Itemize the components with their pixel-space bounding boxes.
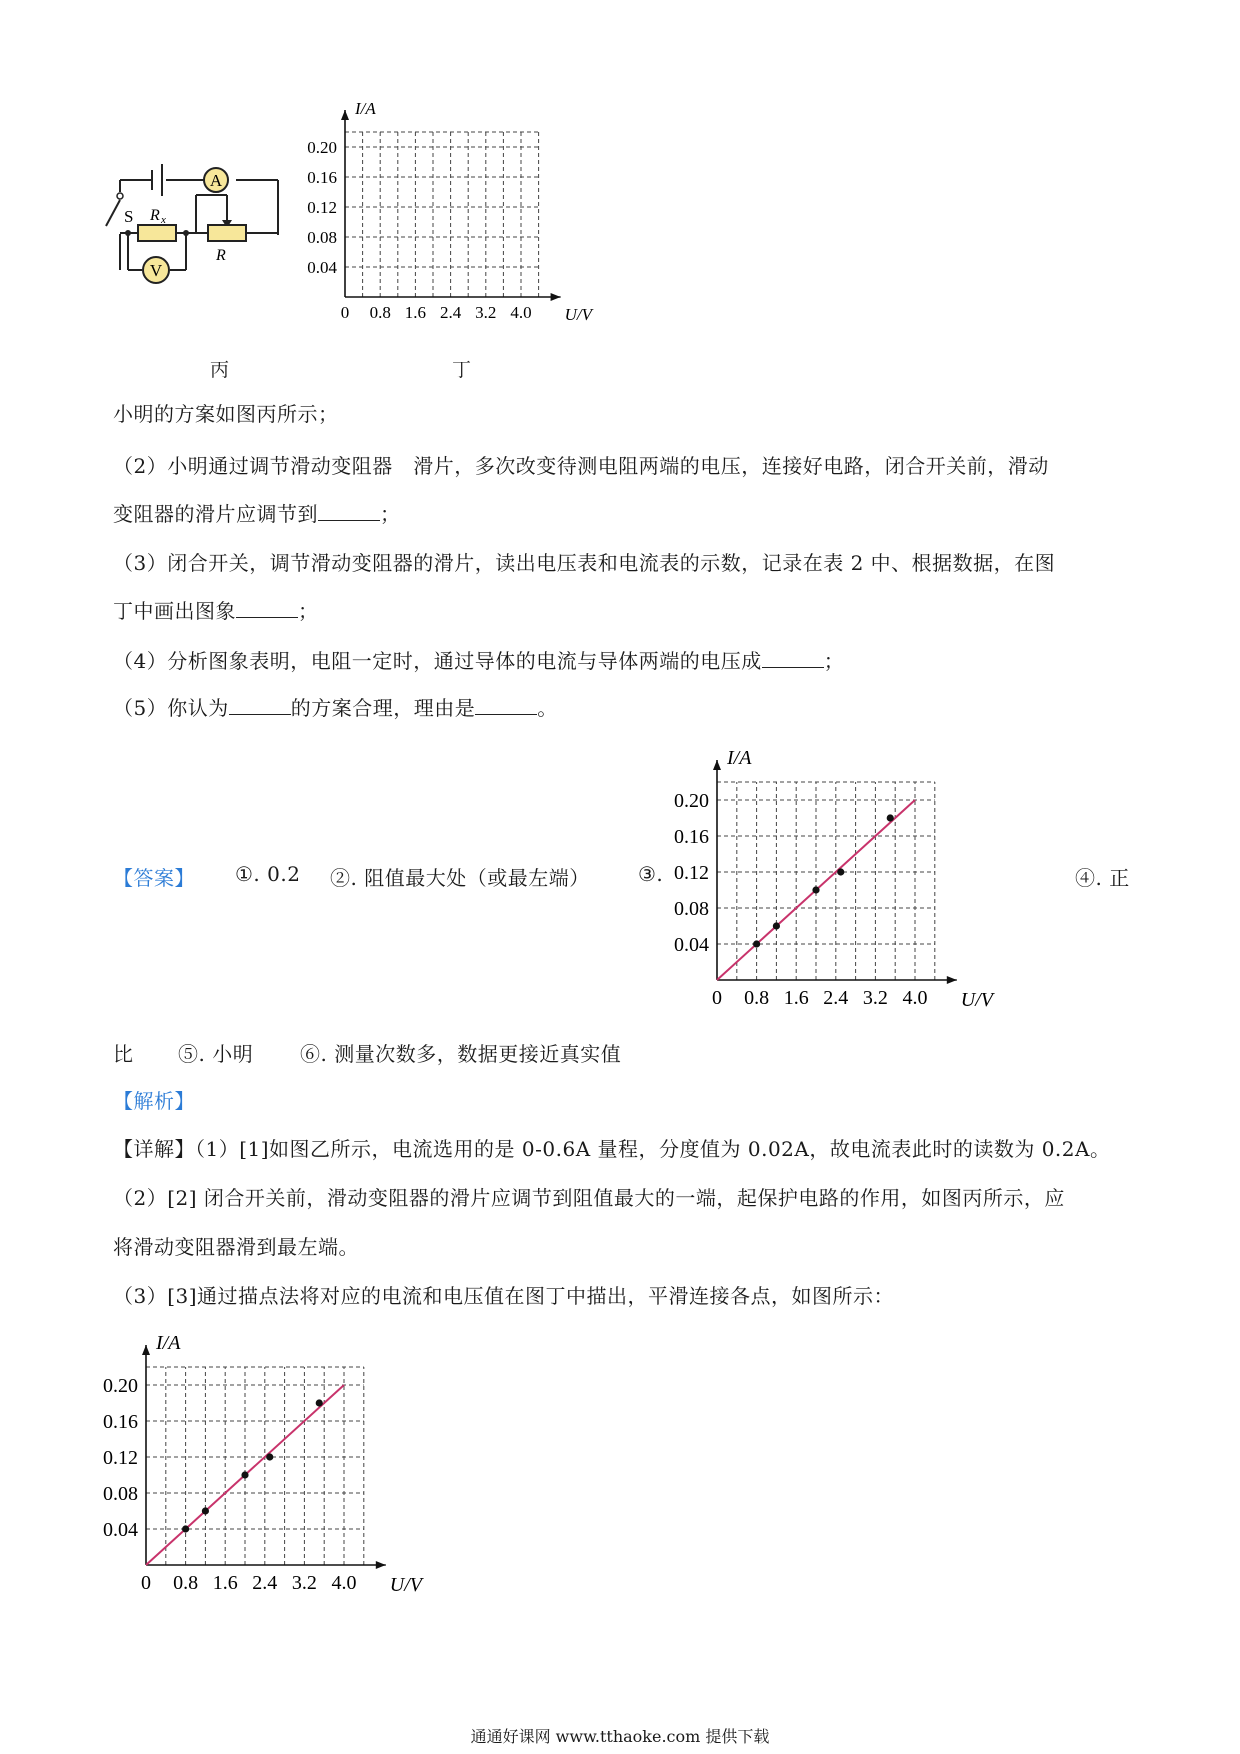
x-tick-label: 0	[340, 303, 350, 322]
y-tick-label: 0.20	[674, 790, 709, 812]
y-axis-label: I/A	[727, 747, 752, 769]
y-tick-label: 0.04	[103, 1519, 138, 1541]
x-tick-label: 4.0	[510, 303, 532, 322]
rx-label: R	[150, 207, 160, 224]
text-line-3b: ；	[380, 502, 401, 526]
x-tick-label: 2.4	[823, 987, 849, 1009]
y-tick-label: 0.12	[674, 862, 709, 884]
text-line-7c: 。	[537, 696, 558, 720]
text-line-6	[113, 645, 844, 674]
text-line-7b: 的方案合理，理由是	[290, 696, 476, 720]
x-tick-label: 0	[712, 987, 722, 1009]
data-point	[837, 868, 844, 875]
answer-2: ②. 阻值最大处（或最左端）	[330, 866, 590, 890]
answer-4-cont: 比	[113, 1042, 134, 1066]
caption-bing: 丙	[210, 359, 230, 381]
blank-2	[236, 597, 298, 618]
y-axis-arrow	[142, 1345, 150, 1355]
grid	[345, 132, 539, 297]
x-tick-label: 2.4	[252, 1572, 278, 1594]
y-tick-label: 0.16	[307, 167, 337, 187]
x-tick-label: 1.6	[783, 987, 809, 1009]
detail-line-1: 【详解】（1）[1]如图乙所示，电流选用的是 0-0.6A 量程，分度值为 0.02A，故电流表此时的读数为 0.2A。	[113, 1137, 1111, 1161]
data-point	[202, 1507, 209, 1514]
answer-3: ③.	[638, 862, 664, 886]
answer-label: 【答案】	[113, 866, 195, 890]
y-tick-label: 0.04	[674, 934, 709, 956]
ammeter-label: A	[209, 171, 223, 190]
x-tick-label: 3.2	[291, 1572, 317, 1594]
y-axis-label: I/A	[156, 1332, 181, 1354]
text-line-4: （3）闭合开关，调节滑动变阻器的滑片，读出电压表和电流表的示数，记录在表 2 中、根据数据，在图	[113, 551, 1056, 575]
data-point	[773, 922, 780, 929]
data-point	[887, 814, 894, 821]
answer-6: ⑥. 测量次数多，数据更接近真实值	[300, 1042, 622, 1066]
x-axis-arrow	[947, 976, 957, 984]
x-axis-label: U/V	[564, 305, 592, 324]
x-tick-label: 1.6	[404, 303, 427, 322]
caption-ding: 丁	[452, 359, 472, 381]
graph-ding-empty	[300, 95, 600, 350]
text-line-3	[113, 498, 401, 527]
text-line-5b: ；	[298, 599, 319, 623]
y-tick-label: 0.12	[307, 197, 337, 217]
switch-label: S	[124, 207, 134, 226]
text-line-6a: （4）分析图象表明，电阻一定时，通过导体的电流与导体两端的电压成	[113, 649, 762, 673]
data-point	[241, 1471, 248, 1478]
y-tick-label: 0.16	[674, 826, 709, 848]
blank-5	[475, 694, 537, 715]
y-axis-label: I/A	[355, 99, 376, 118]
data-point	[266, 1453, 273, 1460]
rx-subscript: x	[161, 214, 166, 226]
text-line-7a: （5）你认为	[113, 696, 229, 720]
x-tick-label: 0	[141, 1572, 151, 1594]
x-tick-label: 0.8	[173, 1572, 199, 1594]
y-axis-arrow	[713, 760, 721, 770]
detail-line-3: 将滑动变阻器滑到最左端。	[113, 1235, 359, 1259]
circuit-diagram	[100, 140, 300, 330]
graph-answer	[655, 725, 1015, 1025]
x-tick-label: 0.8	[369, 303, 391, 322]
blank-3	[762, 647, 824, 668]
answer-5: ⑤. 小明	[178, 1042, 254, 1066]
page-footer: 通通好课网 www.tthaoke.com 提供下载	[470, 1727, 770, 1746]
text-line-2: （2）小明通过调节滑动变阻器 滑片，多次改变待测电阻两端的电压，连接好电路，闭合开关前，滑动	[113, 454, 1049, 478]
text-line-3a: 变阻器的滑片应调节到	[113, 502, 318, 526]
x-axis-label: U/V	[960, 989, 994, 1011]
y-tick-label: 0.04	[307, 257, 337, 277]
text-line-7	[113, 692, 558, 721]
x-tick-label: 4.0	[331, 1572, 357, 1594]
data-point	[753, 940, 760, 947]
data-point	[316, 1399, 323, 1406]
y-tick-label: 0.08	[674, 898, 709, 920]
text-line-5a: 丁中画出图象	[113, 599, 236, 623]
x-tick-label: 4.0	[902, 987, 928, 1009]
answer-4: ④. 正	[1075, 866, 1130, 890]
data-point	[182, 1525, 189, 1532]
rheostat-label: R	[216, 247, 226, 264]
x-tick-label: 1.6	[212, 1572, 238, 1594]
analysis-label: 【解析】	[113, 1089, 195, 1113]
voltmeter-label: V	[149, 261, 163, 280]
x-axis-arrow	[376, 1561, 386, 1569]
blank-4	[229, 694, 291, 715]
y-tick-label: 0.20	[103, 1375, 138, 1397]
y-tick-label: 0.12	[103, 1447, 138, 1469]
detail-line-2: （2）[2] 闭合开关前，滑动变阻器的滑片应调节到阻值最大的一端，起保护电路的作用，如图丙所示，应	[113, 1186, 1065, 1210]
text-line-1: 小明的方案如图丙所示；	[113, 402, 339, 426]
text-line-5	[113, 595, 319, 624]
blank-1	[318, 500, 380, 521]
graph-analysis	[100, 1310, 460, 1610]
x-tick-label: 0.8	[744, 987, 770, 1009]
x-tick-label: 3.2	[475, 303, 497, 322]
y-tick-label: 0.20	[307, 137, 337, 157]
y-tick-label: 0.08	[307, 227, 337, 247]
text-line-6b: ；	[823, 649, 845, 673]
x-axis-label: U/V	[389, 1574, 423, 1596]
answer-1: ①. 0.2	[235, 862, 301, 886]
x-tick-label: 2.4	[439, 303, 462, 322]
data-point	[812, 886, 819, 893]
x-tick-label: 3.2	[862, 987, 888, 1009]
detail-line-4: （3）[3]通过描点法将对应的电流和电压值在图丁中描出，平滑连接各点，如图所示：	[113, 1284, 895, 1308]
x-axis-arrow	[551, 293, 561, 301]
y-tick-label: 0.08	[103, 1483, 138, 1505]
y-axis-arrow	[341, 110, 349, 120]
y-tick-label: 0.16	[103, 1411, 138, 1433]
